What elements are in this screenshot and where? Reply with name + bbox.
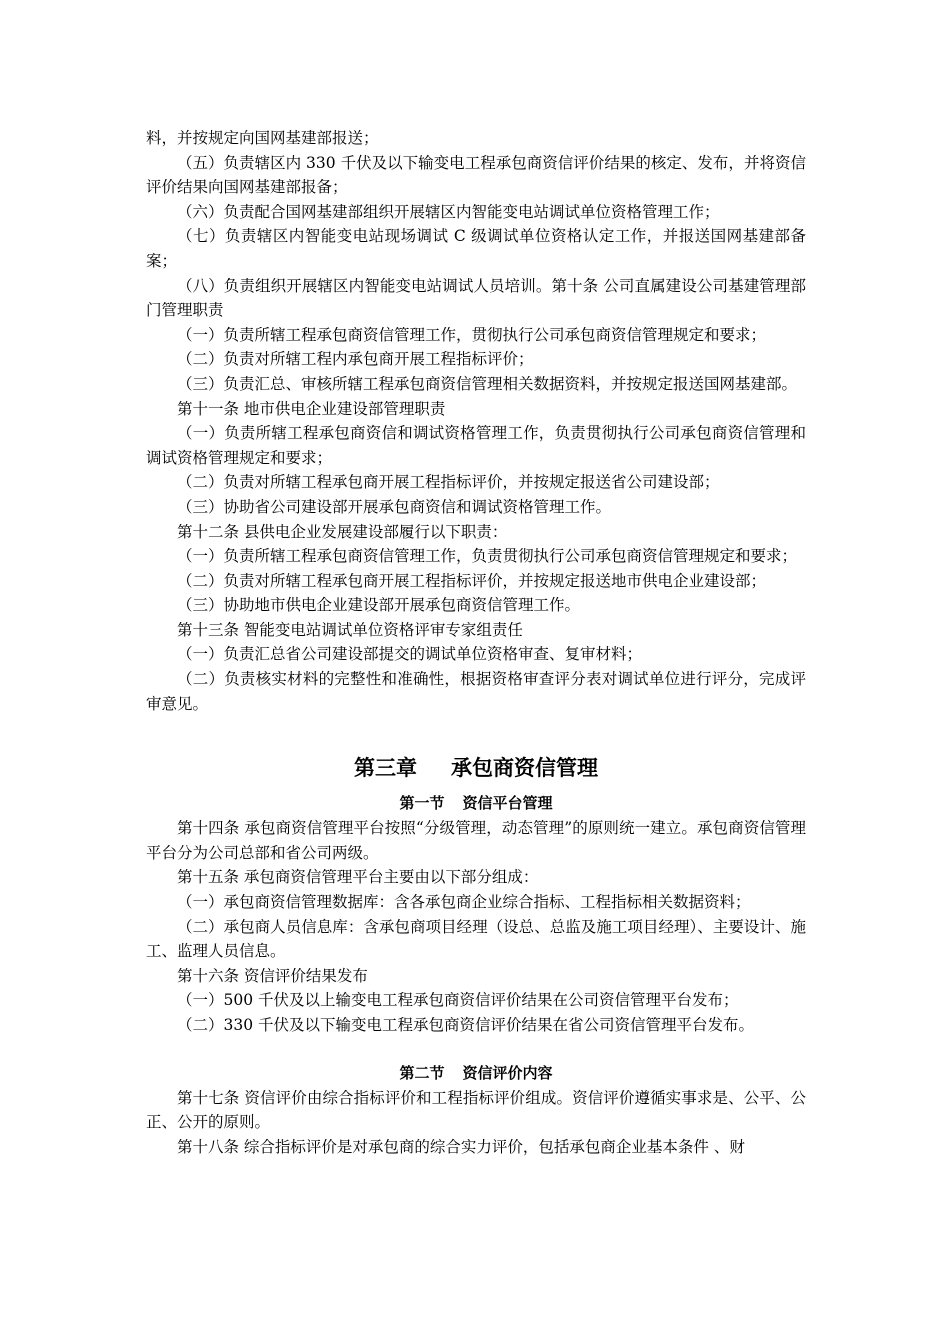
section-title: 资信平台管理 bbox=[462, 794, 553, 813]
section-title: 资信评价内容 bbox=[462, 1063, 553, 1082]
paragraph: （七）负责辖区内智能变电站现场调试 C 级调试单位资格认定工作，并报送国网基建部备案； bbox=[146, 227, 806, 270]
section-heading-1 bbox=[146, 790, 806, 816]
chapter-title: 承包商资信管理 bbox=[451, 756, 598, 781]
body-text-block-3 bbox=[146, 1086, 806, 1160]
document-page bbox=[146, 126, 806, 1159]
paragraph: 第十六条 资信评价结果发布 bbox=[177, 966, 368, 985]
paragraph: （一）负责所辖工程承包商资信管理工作，贯彻执行公司承包商资信管理规定和要求； bbox=[177, 325, 767, 344]
paragraph: （三）负责汇总、审核所辖工程承包商资信管理相关数据资料，并按规定报送国网基建部。 bbox=[177, 374, 798, 393]
paragraph: （二）330 千伏及以下输变电工程承包商资信评价结果在省公司资信管理平台发布。 bbox=[177, 1016, 755, 1034]
paragraph: （一）承包商资信管理数据库：含各承包商企业综合指标、工程指标相关数据资料； bbox=[177, 893, 751, 912]
paragraph: 第十三条 智能变电站调试单位资格评审专家组责任 bbox=[177, 620, 523, 639]
paragraph: 料，并按规定向国网基建部报送； bbox=[146, 129, 379, 147]
paragraph: （二）负责对所辖工程内承包商开展工程指标评价； bbox=[177, 350, 534, 369]
paragraph: （一）500 千伏及以上输变电工程承包商资信评价结果在公司资信管理平台发布； bbox=[177, 991, 739, 1010]
section-number: 第一节 bbox=[399, 794, 445, 813]
paragraph: （八）负责组织开展辖区内智能变电站调试人员培训。第十条 公司直属建设公司基建管理部门管理职责 bbox=[146, 276, 806, 320]
chapter-heading bbox=[146, 752, 806, 784]
paragraph: （三）协助省公司建设部开展承包商资信和调试资格管理工作。 bbox=[177, 497, 612, 516]
chapter-number: 第三章 bbox=[354, 756, 417, 781]
paragraph: （二）负责对所辖工程承包商开展工程指标评价，并按规定报送地市供电企业建设部； bbox=[177, 571, 767, 590]
body-text-block-1 bbox=[146, 126, 806, 716]
paragraph: （一）负责所辖工程承包商资信和调试资格管理工作，负责贯彻执行公司承包商资信管理和调试资格管理规定和要求； bbox=[146, 424, 806, 467]
section-number: 第二节 bbox=[399, 1063, 445, 1082]
paragraph: 第十一条 地市供电企业建设部管理职责 bbox=[177, 399, 446, 418]
paragraph: 第十八条 综合指标评价是对承包商的综合实力评价，包括承包商企业基本条件 、财 bbox=[177, 1137, 745, 1156]
paragraph: 第十五条 承包商资信管理平台主要由以下部分组成： bbox=[177, 868, 539, 887]
paragraph: （一）负责所辖工程承包商资信管理工作，负责贯彻执行公司承包商资信管理规定和要求； bbox=[177, 547, 798, 566]
paragraph: （三）协助地市供电企业建设部开展承包商资信管理工作。 bbox=[177, 596, 581, 615]
paragraph: （二）负责对所辖工程承包商开展工程指标评价，并按规定报送省公司建设部； bbox=[177, 473, 720, 492]
body-text-block-2 bbox=[146, 816, 806, 1037]
paragraph: 第十七条 资信评价由综合指标评价和工程指标评价组成。资信评价遵循实事求是、公平、公正、公开的原则。 bbox=[146, 1088, 806, 1132]
paragraph: （五）负责辖区内 330 千伏及以下输变电工程承包商资信评价结果的核定、发布，并将资信评价结果向国网基建部报备； bbox=[146, 153, 806, 197]
paragraph: 第十四条 承包商资信管理平台按照“分级管理，动态管理”的原则统一建立。承包商资信管理平台分为公司总部和省公司两级。 bbox=[146, 819, 806, 862]
paragraph: （二）承包商人员信息库：含承包商项目经理（设总、总监及施工项目经理）、主要设计、施工、监理人员信息。 bbox=[146, 917, 806, 961]
paragraph: （二）负责核实材料的完整性和准确性，根据资格审查评分表对调试单位进行评分，完成评审意见。 bbox=[146, 670, 806, 713]
paragraph: （一）负责汇总省公司建设部提交的调试单位资格审查、复审材料； bbox=[177, 645, 643, 664]
paragraph: （六）负责配合国网基建部组织开展辖区内智能变电站调试单位资格管理工作； bbox=[177, 202, 720, 221]
paragraph: 第十二条 县供电企业发展建设部履行以下职责： bbox=[177, 522, 508, 541]
section-heading-2 bbox=[146, 1060, 806, 1086]
